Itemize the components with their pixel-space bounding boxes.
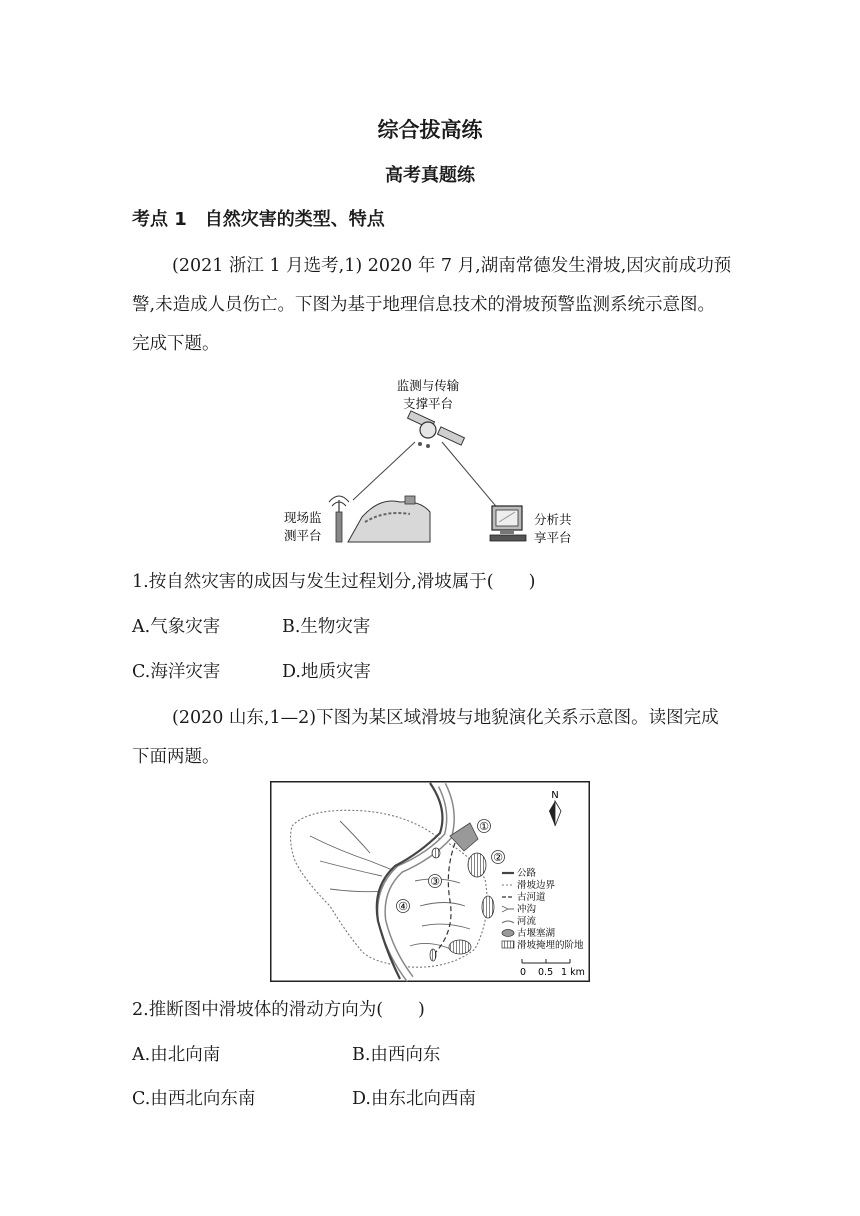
question-2-option-c[interactable]: C.由西北向东南 [132,1089,256,1109]
question-2-stem: 2.推断图中滑坡体的滑动方向为( ) [132,1000,425,1020]
section-heading: 考点 1 自然灾害的类型、特点 [132,209,385,230]
monitoring-tower-icon [329,496,349,542]
satellite-icon [408,411,465,448]
computer-icon [490,506,526,541]
hillside-icon [348,496,430,542]
fig1-left-label-1: 现场监 [284,510,322,525]
question-2-option-d[interactable]: D.由东北向西南 [352,1089,476,1109]
marker-2: ② [493,851,503,864]
fig1-left-label-2: 测平台 [284,528,322,543]
scale-05: 0.5 [538,967,554,978]
question-1-option-c[interactable]: C.海洋灾害 [132,662,221,682]
question-1-option-b[interactable]: B.生物灾害 [282,617,371,637]
question-2-option-a[interactable]: A.由北向南 [132,1045,221,1065]
legend-buried-terrace: 滑坡掩埋的阶地 [517,940,584,951]
intro-paragraph-2: (2020 山东,1—2)下图为某区域滑坡与地貌演化关系示意图。读图完成下面两题。 [132,708,719,767]
legend-dammed-lake: 古堰塞湖 [517,928,556,939]
legend-river: 河流 [517,916,537,927]
fig1-right-label-2: 享平台 [534,530,572,545]
landslide-map-figure [270,781,590,982]
question-2-option-b[interactable]: B.由西向东 [352,1045,441,1065]
scale-1km: 1 km [561,967,585,978]
legend-ancient-channel: 古河道 [517,892,546,903]
monitoring-system-figure [270,372,600,552]
page-subtitle: 高考真题练 [385,165,475,186]
question-1-option-d[interactable]: D.地质灾害 [282,662,371,682]
page-title: 综合拔高练 [377,118,483,142]
question-1-stem: 1.按自然灾害的成因与发生过程划分,滑坡属于( ) [132,572,536,592]
fig1-top-label-2: 支撑平台 [402,396,454,411]
legend-boundary: 滑坡边界 [517,880,556,891]
north-label: N [551,790,559,801]
question-1-option-a[interactable]: A.气象灾害 [132,617,221,637]
marker-1: ① [479,820,489,833]
legend-road: 公路 [517,868,537,879]
marker-4: ④ [398,900,408,913]
scale-0: 0 [520,967,527,978]
intro-paragraph-1: (2021 浙江 1 月选考,1) 2020 年 7 月,湖南常德发生滑坡,因灾前成功预警,未造成人员伤亡。下图为基于地理信息技术的滑坡预警监测系统示意图。完成下题。 [132,256,732,354]
fig1-right-label-1: 分析共 [534,512,572,527]
marker-3: ③ [430,875,440,888]
legend-gully: 冲沟 [517,904,537,915]
fig1-top-label-1: 监测与传输 [396,378,460,393]
